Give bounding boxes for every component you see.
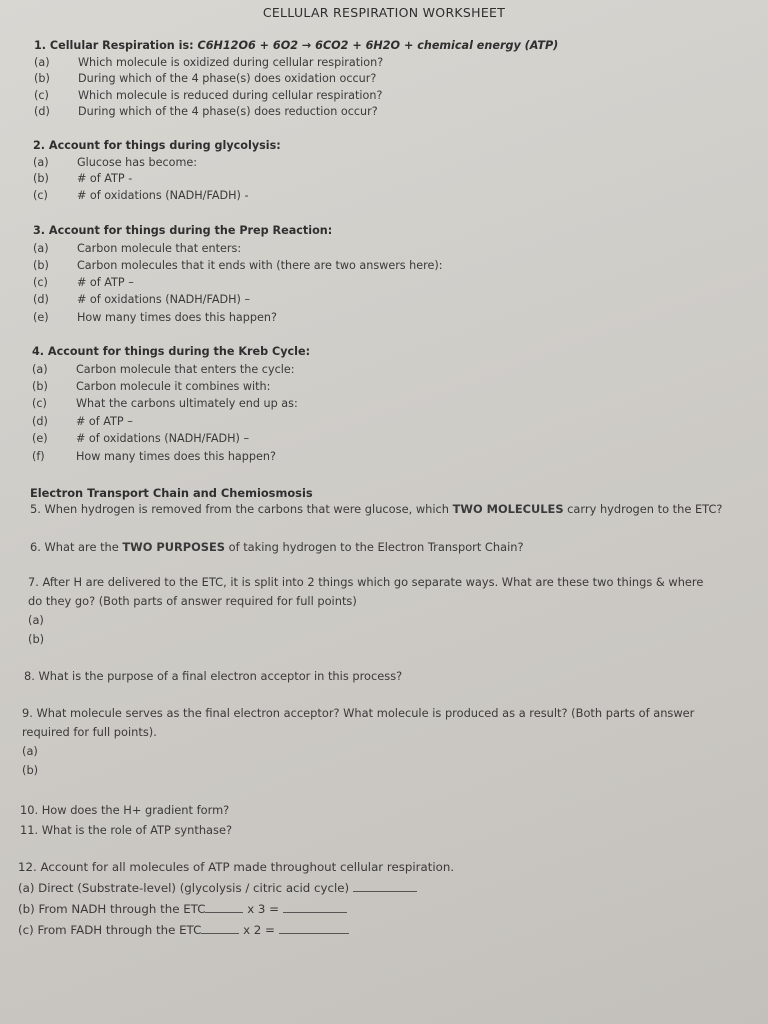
question-12 [18, 857, 454, 941]
sub-question-text: Which molecule is oxidized during cellular respiration? [78, 55, 384, 69]
questions-10-11 [20, 801, 232, 840]
etc-heading: Electron Transport Chain and Chemiosmosis [30, 486, 313, 500]
q6-text-pre: 6. What are the [30, 540, 119, 554]
sub-question-text: # of oxidations (NADH/FADH) – [76, 432, 250, 446]
sub-question-text: During which of the 4 phase(s) does oxidation occur? [78, 72, 377, 85]
sub-question [34, 71, 734, 88]
sub-question-label: (b) [34, 72, 50, 85]
q12-a-text: (a) Direct (Substrate-level) (glycolysis / citric acid cycle) [18, 881, 350, 895]
q12-a-answer-blank[interactable] [353, 880, 417, 892]
sub-question-label: (a) [33, 155, 49, 169]
sub-question-text: Which molecule is reduced during cellular respiration? [78, 88, 383, 102]
q12-c-count-blank[interactable] [201, 922, 239, 934]
sub-question-text: Carbon molecule that enters the cycle: [76, 362, 295, 376]
sub-question-text: Carbon molecule that enters: [77, 241, 242, 255]
q7-label-b: (b) [28, 632, 45, 646]
q12-b-text: (b) From NADH through the ETC [18, 902, 206, 916]
q6-text-post: of taking hydrogen to the Electron Transport Chain? [228, 540, 524, 554]
sub-question-text: What the carbons ultimately end up as: [76, 397, 298, 411]
sub-question-label: (d) [33, 293, 49, 307]
sub-question [33, 309, 733, 326]
q4-heading: 4. Account for things during the Kreb Cycle: [32, 345, 311, 358]
sub-question [33, 240, 733, 257]
question-1 [34, 38, 734, 121]
worksheet-title: CELLULAR RESPIRATION WORKSHEET [262, 5, 506, 20]
q12-c-text: (c) From FADH through the ETC [18, 923, 202, 937]
q5-text-pre: 5. When hydrogen is removed from the carbons that were glucose, which [30, 502, 450, 516]
q12-b-multiplier: x 3 = [247, 902, 280, 916]
sub-question-text: # of ATP - [77, 172, 133, 185]
sub-question-label: (b) [33, 258, 49, 272]
sub-question [33, 274, 733, 291]
q2-items [33, 155, 733, 205]
q9-line-1: 9. What molecule serves as the final electron acceptor? What molecule is produced as a result? (Both parts of answer [22, 706, 695, 720]
sub-question-label: (f) [32, 449, 45, 463]
q3-items [33, 240, 733, 326]
sub-question-text: # of ATP – [77, 276, 134, 290]
question-6 [30, 538, 524, 556]
question-2 [33, 138, 733, 204]
sub-question [32, 378, 732, 395]
q7-line-2: do they go? (Both parts of answer required for full points) [28, 594, 357, 608]
q7-label-a: (a) [28, 613, 44, 627]
question-5 [30, 500, 722, 518]
q4-items [32, 361, 732, 465]
q1-items [34, 55, 734, 121]
sub-question-label: (c) [32, 397, 47, 411]
sub-question-label: (d) [32, 414, 48, 428]
sub-question [33, 188, 733, 205]
q7-line-1: 7. After H are delivered to the ETC, it is split into 2 things which go separate ways. What are these two things & where [28, 575, 704, 589]
sub-question-label: (d) [34, 105, 50, 118]
sub-question [32, 430, 732, 447]
sub-question-text: # of ATP – [76, 414, 133, 428]
sub-question-text: How many times does this happen? [76, 449, 276, 463]
sub-question [32, 448, 732, 465]
sub-question [33, 291, 733, 308]
q9-label-a: (a) [22, 744, 38, 758]
question-9 [22, 704, 694, 780]
q6-text-bold: TWO PURPOSES [122, 540, 225, 554]
q5-text-bold: TWO MOLECULES [452, 502, 564, 516]
q12-b-count-blank[interactable] [205, 901, 243, 913]
sub-question-text: # of oxidations (NADH/FADH) - [77, 188, 249, 202]
sub-question-label: (a) [32, 362, 48, 376]
sub-question-label: (b) [33, 172, 49, 185]
sub-question-text: Carbon molecules that it ends with (there are two answers here): [77, 258, 443, 272]
q3-heading: 3. Account for things during the Prep Reaction: [33, 224, 333, 237]
sub-question-label: (e) [33, 310, 49, 324]
q12-part-b [18, 899, 454, 920]
q2-heading: 2. Account for things during glycolysis: [33, 139, 281, 152]
sub-question-text: How many times does this happen? [77, 310, 277, 324]
q12-c-total-blank[interactable] [279, 922, 349, 934]
sub-question-text: Carbon molecule it combines with: [76, 379, 271, 393]
q12-heading: 12. Account for all molecules of ATP made throughout cellular respiration. [18, 860, 455, 874]
sub-question-text: During which of the 4 phase(s) does reduction occur? [78, 105, 378, 118]
question-11: 11. What is the role of ATP synthase? [20, 822, 233, 837]
sub-question [33, 257, 733, 274]
question-10: 10. How does the H+ gradient form? [20, 803, 230, 817]
sub-question [34, 55, 734, 72]
sub-question-text: # of oxidations (NADH/FADH) – [77, 293, 251, 307]
q5-text-post: carry hydrogen to the ETC? [567, 502, 723, 516]
question-4 [32, 344, 732, 465]
sub-question-label: (c) [33, 276, 48, 290]
sub-question-label: (a) [34, 55, 50, 69]
sub-question-label: (e) [32, 432, 48, 446]
q1-heading: 1. Cellular Respiration is: [34, 39, 194, 52]
q12-b-total-blank[interactable] [283, 901, 347, 913]
question-7 [28, 573, 703, 649]
q1-equation: C6H12O6 + 6O2 → 6CO2 + 6H2O + chemical energy (ATP) [197, 39, 559, 52]
q12-part-a [18, 878, 454, 899]
sub-question-label: (a) [33, 241, 49, 255]
sub-question [32, 395, 732, 412]
q9-label-b: (b) [22, 763, 39, 777]
sub-question-label: (c) [33, 188, 48, 202]
sub-question-label: (c) [34, 88, 49, 102]
sub-question-text: Glucose has become: [77, 155, 197, 169]
sub-question [33, 155, 733, 172]
question-8: 8. What is the purpose of a final electron acceptor in this process? [24, 669, 403, 683]
sub-question [32, 413, 732, 430]
q12-c-multiplier: x 2 = [243, 923, 275, 937]
sub-question [32, 361, 732, 378]
sub-question [33, 171, 733, 188]
sub-question [34, 88, 734, 105]
q12-part-c [18, 920, 454, 941]
question-3 [33, 223, 733, 326]
sub-question [34, 104, 734, 121]
q9-line-2: required for full points). [22, 725, 157, 739]
sub-question-label: (b) [32, 379, 48, 393]
